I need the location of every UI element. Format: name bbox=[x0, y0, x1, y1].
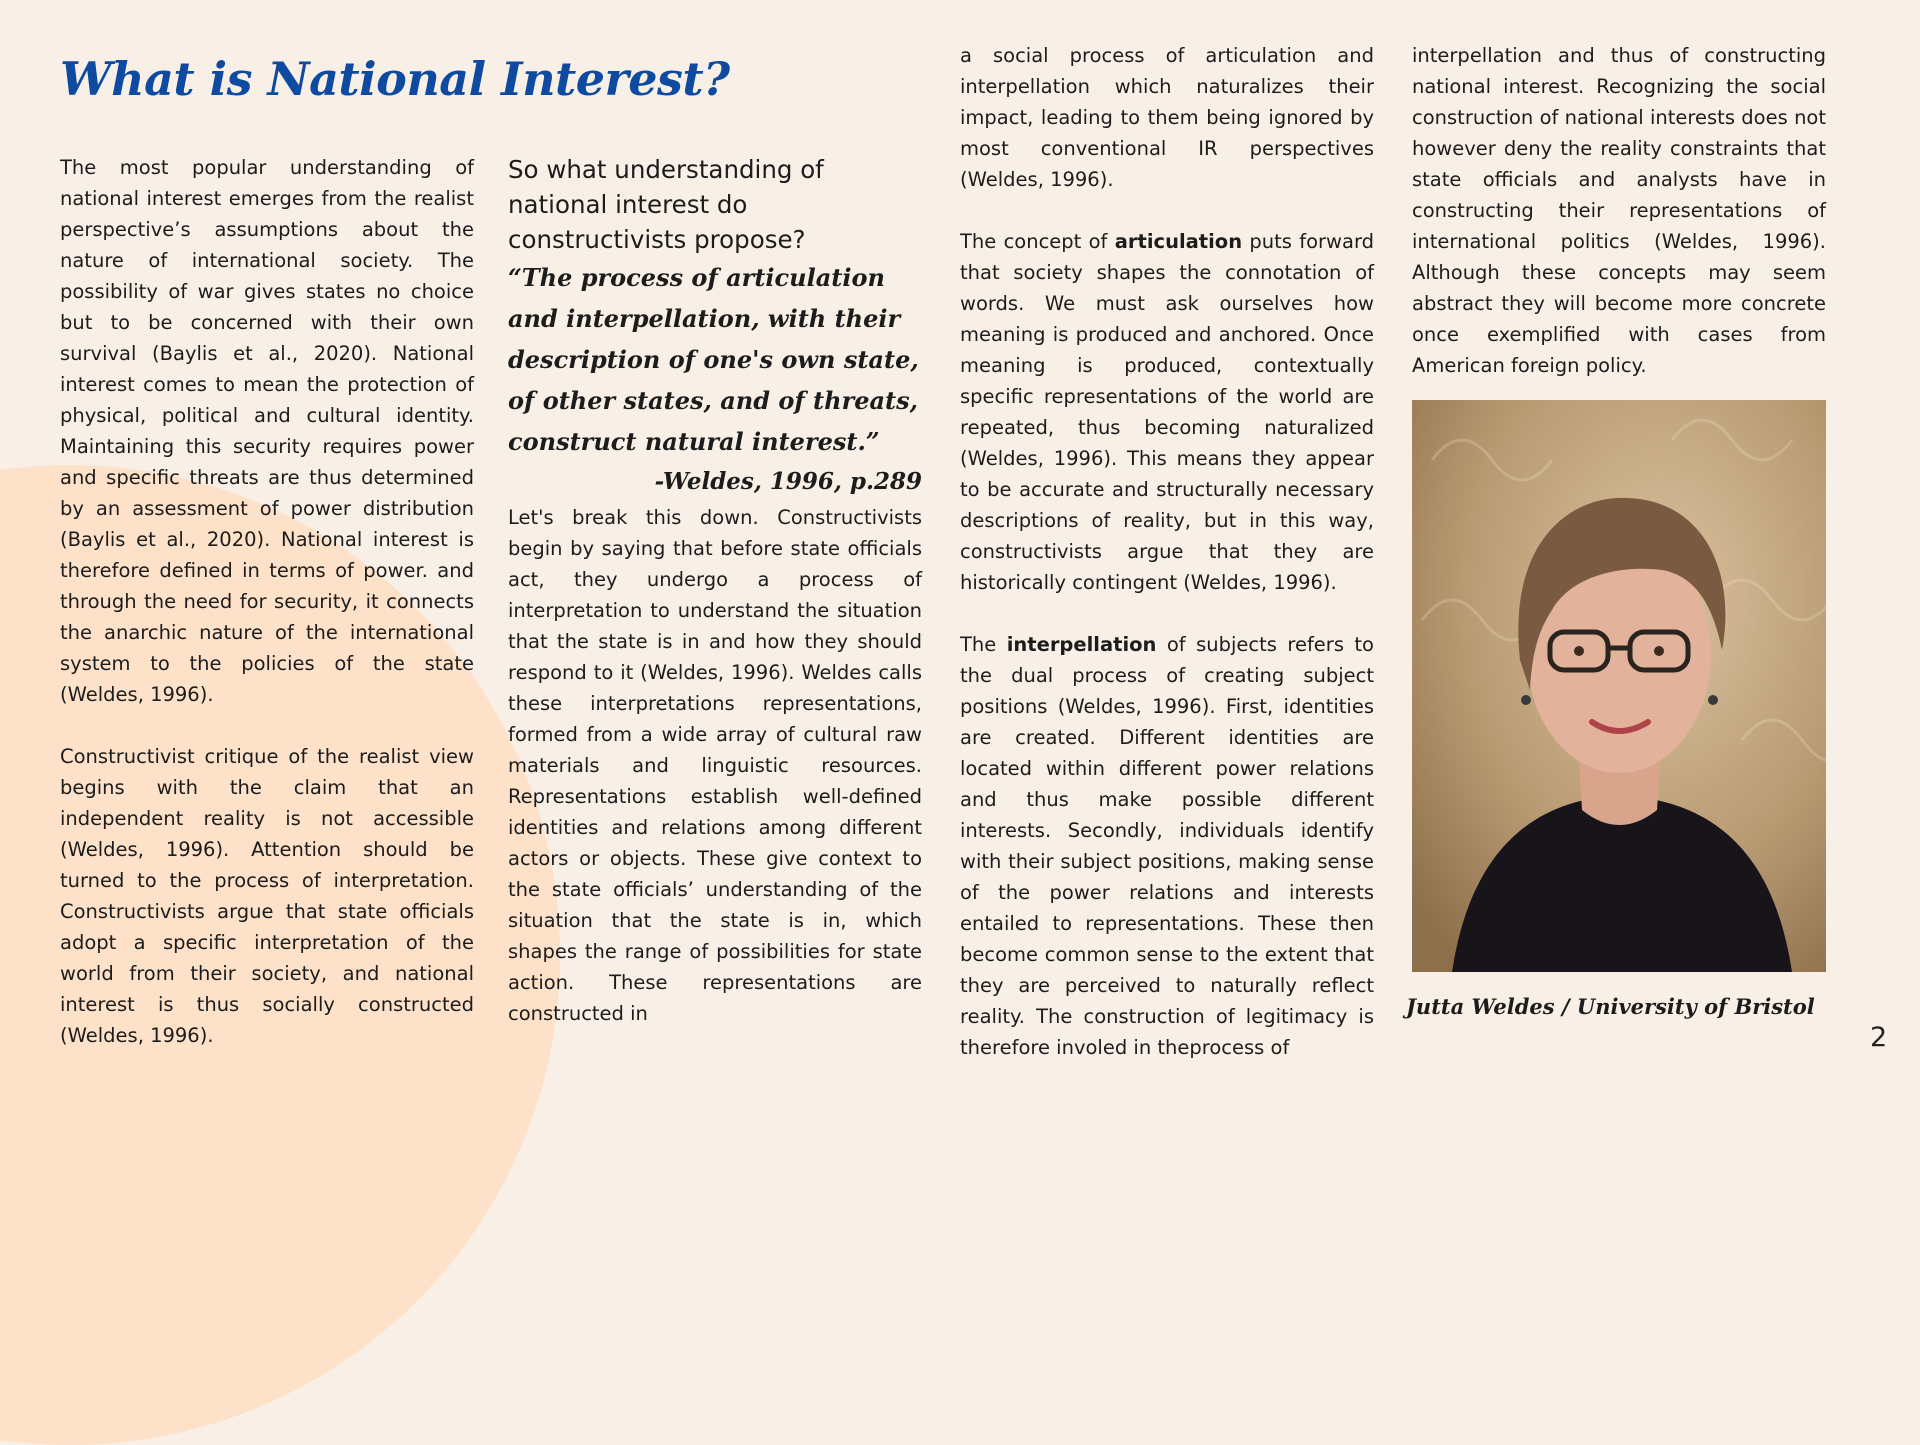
text-fragment: of subjects refers to the dual process of creating subject positions (Weldes, 1996). First, identities are created. Different identities are located within different power relations and thus make possible different interests. Secondly, individuals identify with their subject positions, making sense of the power relations and interests entailed to representations. These then become common sense to the extent that they are perceived to naturally reflect reality. The construction of legitimacy is therefore involed in theprocess of bbox=[960, 633, 1374, 1059]
page-title: What is National Interest? bbox=[60, 52, 730, 106]
quote-attribution: -Weldes, 1996, p.289 bbox=[654, 468, 922, 495]
portrait-photo bbox=[1412, 400, 1826, 972]
portrait-illustration bbox=[1412, 400, 1826, 972]
text-fragment: The concept of bbox=[960, 230, 1115, 253]
paragraph-interpellation bbox=[960, 629, 1374, 1063]
photo-caption: Jutta Weldes / University of Bristol bbox=[1406, 994, 1815, 1019]
column-1 bbox=[60, 152, 474, 1051]
paragraph-articulation bbox=[960, 226, 1374, 598]
pull-quote: “The process of articulation and interpellation, with their description of one's own state, of other states, and of threats, construct natural interest.” bbox=[508, 263, 919, 456]
paragraph-break-down: Let's break this down. Constructivists begin by saying that before state officials act, they undergo a process of interpretation to understand the situation that the state is in and how they should respond to it (Weldes, 1996). Weldes calls these interpretations representations, formed from a wide array of cultural raw materials and linguistic resources. Representations establish well-defined identities and relations among different actors or objects. These give context to the state officials’ understanding of the situation that the state is in, which shapes the range of possibilities for state action. These representations are constructed in bbox=[508, 506, 922, 1025]
column-3 bbox=[960, 40, 1374, 1063]
text-fragment: puts forward that society shapes the connotation of words. We must ask ourselves how meaning is produced and anchored. Once meaning is produced, contextually specific representations of the world are repeated, thus becoming naturalized (Weldes, 1996). This means they appear to be accurate and structurally necessary descriptions of reality, but in this way, constructivists argue that they are historically contingent (Weldes, 1996). bbox=[960, 230, 1375, 594]
column-4 bbox=[1412, 40, 1826, 381]
term-interpellation: interpellation bbox=[1006, 633, 1157, 656]
term-articulation: articulation bbox=[1114, 230, 1243, 253]
paragraph-realist-view: The most popular understanding of national interest emerges from the realist perspective’s assumptions about the nature of international society. The possibility of war gives states no choice but to be concerned with their own survival (Baylis et al., 2020). National interest comes to mean the protection of physical, political and cultural identity. Maintaining this security requires power and specific threats are thus determined by an assessment of power distribution (Baylis et al., 2020). National interest is therefore defined in terms of power. and through the need for security, it connects the anarchic nature of the international system to the policies of the state (Weldes, 1996). bbox=[60, 156, 474, 706]
paragraph-social-process: a social process of articulation and interpellation which naturalizes their impact, leading to them being ignored by most conventional IR perspectives (Weldes, 1996). bbox=[960, 44, 1374, 191]
text-fragment: The bbox=[960, 633, 1007, 656]
page-number: 2 bbox=[1870, 1022, 1888, 1053]
paragraph-constructivist-critique: Constructivist critique of the realist view begins with the claim that an independent reality is not accessible (Weldes, 1996). Attention should be turned to the process of interpretation. Constructivists argue that state officials adopt a specific interpretation of the world from their society, and national interest is thus socially constructed (Weldes, 1996). bbox=[60, 745, 474, 1047]
column-2 bbox=[508, 152, 922, 1029]
paragraph-conclusion: interpellation and thus of constructing national interest. Recognizing the social construction of national interests does not however deny the reality constraints that state officials and analysts have in constructing their representations of international politics (Weldes, 1996). Although these concepts may seem abstract they will become more concrete once exemplified with cases from American foreign policy. bbox=[1412, 44, 1826, 377]
question-heading: So what understanding of national interest do constructivists propose? bbox=[508, 155, 824, 254]
